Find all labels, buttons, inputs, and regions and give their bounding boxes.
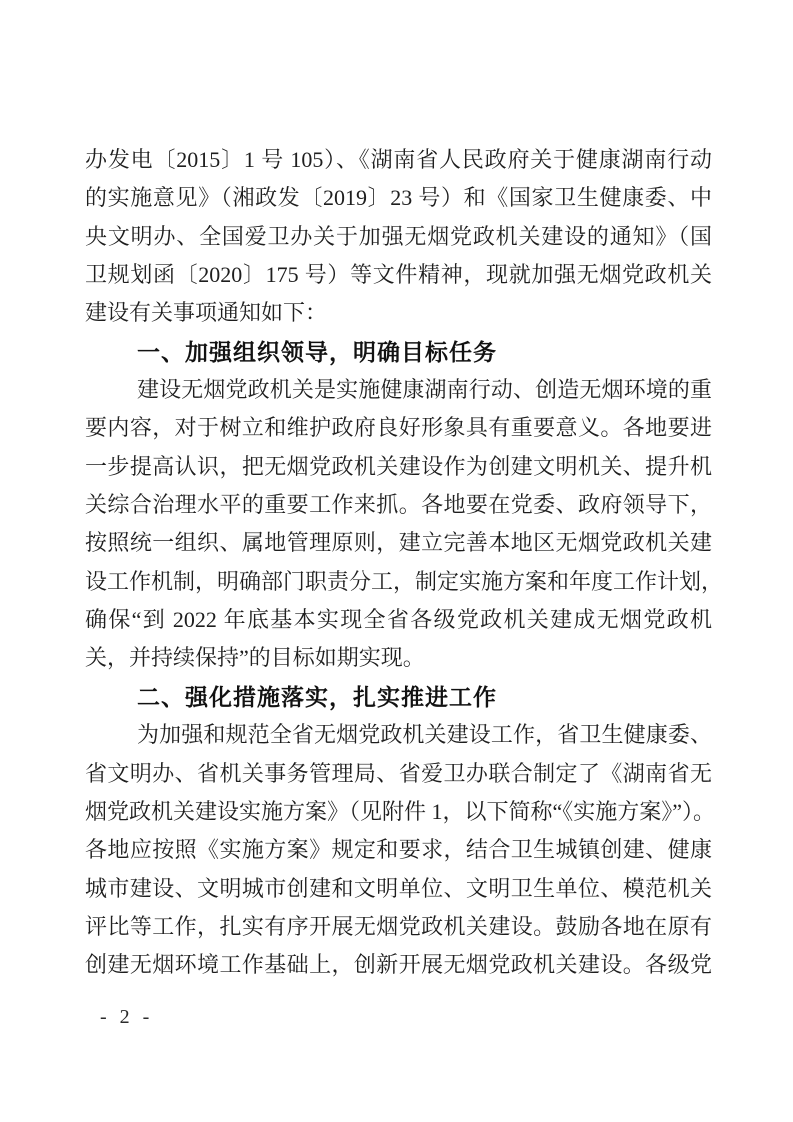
- doc-line: 央文明办、全国爱卫办关于加强无烟党政机关建设的通知》（国: [85, 223, 712, 249]
- section-heading-2: 二、强化措施落实，扎实推进工作: [137, 683, 497, 710]
- doc-line: 评比等工作，扎实有序开展无烟党政机关建设。鼓励各地在原有: [85, 913, 712, 939]
- doc-line: 要内容，对于树立和维护政府良好形象具有重要意义。各地要进: [85, 415, 712, 441]
- doc-line: 关，并持续保持”的目标如期实现。: [85, 645, 425, 671]
- doc-line: 省文明办、省机关事务管理局、省爱卫办联合制定了《湖南省无: [85, 760, 712, 786]
- doc-line: 卫规划函〔2020〕175 号）等文件精神，现就加强无烟党政机关: [85, 262, 712, 288]
- doc-line: 烟党政机关建设实施方案》（见附件 1，以下简称“《实施方案》”）。: [85, 798, 716, 824]
- page-number: - 2 -: [100, 1006, 154, 1028]
- doc-line: 确保“到 2022 年底基本实现全省各级党政机关建成无烟党政机: [85, 607, 712, 633]
- section-heading-1: 一、加强组织领导，明确目标任务: [137, 338, 497, 365]
- doc-line: 的实施意见》（湘政发〔2019〕23 号）和《国家卫生健康委、中: [85, 185, 712, 211]
- doc-line: 关综合治理水平的重要工作来抓。各地要在党委、政府领导下，: [85, 492, 712, 518]
- doc-line: 各地应按照《实施方案》规定和要求，结合卫生城镇创建、健康: [85, 837, 712, 863]
- doc-line: 建设无烟党政机关是实施健康湖南行动、创造无烟环境的重: [137, 377, 712, 403]
- doc-line: 办发电〔2015〕1 号 105）、《湖南省人民政府关于健康湖南行动: [85, 147, 712, 172]
- doc-line: 为加强和规范全省无烟党政机关建设工作，省卫生健康委、: [137, 722, 712, 748]
- doc-line: 建设有关事项通知如下：: [85, 300, 328, 326]
- doc-line: 城市建设、文明城市创建和文明单位、文明卫生单位、模范机关: [85, 875, 712, 901]
- doc-line: 一步提高认识，把无烟党政机关建设作为创建文明机关、提升机: [85, 453, 712, 479]
- doc-line: 创建无烟环境工作基础上，创新开展无烟党政机关建设。各级党: [85, 952, 712, 978]
- document-text-block: [85, 141, 724, 985]
- doc-line: 设工作机制，明确部门职责分工，制定实施方案和年度工作计划，: [85, 568, 724, 594]
- doc-line: 按照统一组织、属地管理原则，建立完善本地区无烟党政机关建: [85, 530, 712, 556]
